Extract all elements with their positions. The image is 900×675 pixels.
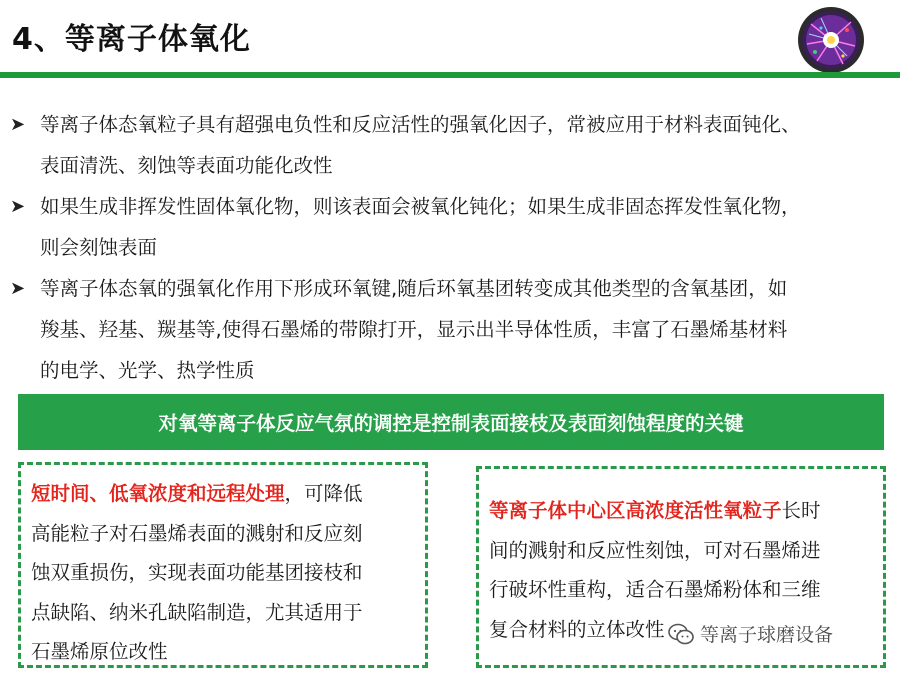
box-line: 石墨烯原位改性 (31, 640, 168, 663)
bullet-list (10, 104, 895, 391)
key-point-banner (18, 394, 884, 450)
bullet-line: 的电学、光学、热学性质 (40, 359, 255, 382)
box-text: ，可降低 (284, 482, 363, 505)
box-line: 高能粒子对石墨烯表面的溅射和反应刻 (31, 521, 363, 545)
highlight-text: 短时间、低氧浓度和远程处理 (31, 482, 285, 505)
box-line (31, 474, 415, 514)
box-line: 复合材料的立体改性 (489, 617, 665, 641)
plasma-ball-logo (797, 6, 865, 74)
banner-text: 对氧等离子体反应气氛的调控是控制表面接枝及表面刻蚀程度的关键 (158, 412, 744, 435)
arrow-bullet-icon: ➤ (10, 114, 26, 135)
arrow-bullet-icon: ➤ (10, 196, 26, 217)
box-line: 蚀双重损伤，实现表面功能基团接枝和 (31, 561, 363, 584)
left-condition-box (18, 462, 428, 668)
bullet-line: 表面清洗、刻蚀等表面功能化改性 (40, 154, 333, 177)
box-line: 行破坏性重构，适合石墨烯粉体和三维 (489, 578, 821, 601)
bullet-line: 如果生成非挥发性固体氧化物，则该表面会被氧化钝化；如果生成非固态挥发性氧化物， (40, 195, 801, 218)
bullet-line: 等离子体态氧的强氧化作用下形成环氧键,随后环氧基团转变成其他类型的含氧基团，如 (40, 277, 788, 300)
wechat-icon (668, 623, 694, 645)
watermark-text: 等离子球磨设备 (700, 624, 834, 646)
title-divider (0, 72, 900, 78)
wechat-watermark (668, 620, 833, 647)
bullet-line: 则会刻蚀表面 (40, 236, 158, 259)
bullet-item (10, 268, 895, 391)
bullet-line: 等离子体态氧粒子具有超强电负性和反应活性的强氧化因子，常被应用于材料表面钝化、 (40, 113, 801, 136)
bullet-item (10, 104, 895, 186)
slide-title: 4、等离子体氧化 (12, 22, 251, 57)
arrow-bullet-icon: ➤ (10, 278, 26, 299)
box-text: 长时 (781, 499, 821, 522)
highlight-text: 等离子体中心区高浓度活性氧粒子 (489, 499, 782, 522)
box-line: 间的溅射和反应性刻蚀，可对石墨烯进 (489, 538, 821, 562)
bullet-line: 羧基、羟基、羰基等,使得石墨烯的带隙打开，显示出半导体性质，丰富了石墨烯基材料 (40, 318, 788, 341)
box-line: 点缺陷、纳米孔缺陷制造，尤其适用于 (31, 600, 363, 624)
bullet-item (10, 186, 895, 268)
box-line (489, 491, 873, 531)
